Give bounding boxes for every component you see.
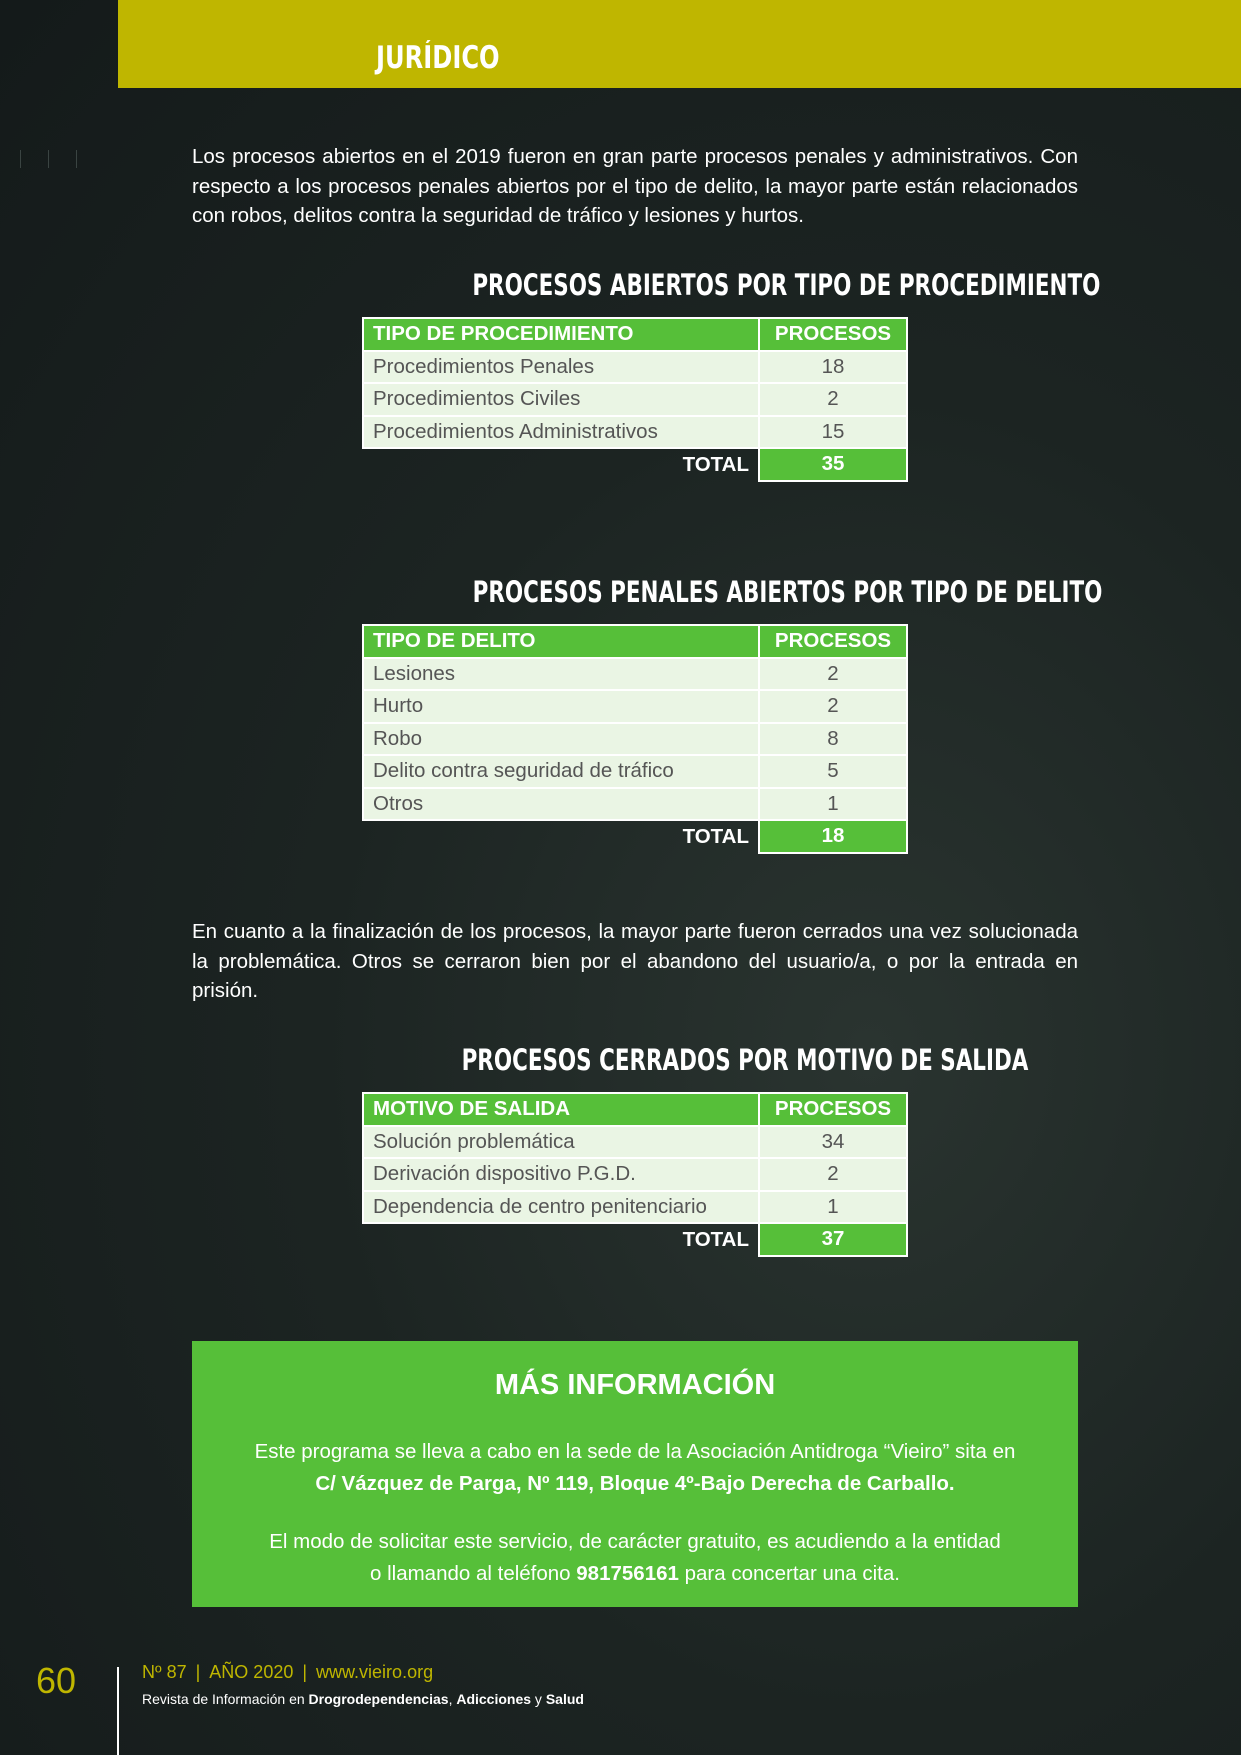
row-value: 2 (759, 690, 907, 723)
decorative-ticks (20, 150, 80, 168)
column-header: MOTIVO DE SALIDA (363, 1093, 759, 1126)
info-address: C/ Vázquez de Parga, Nº 119, Bloque 4º-Bajo Derecha de Carballo. (315, 1472, 955, 1495)
row-label: Hurto (363, 690, 759, 723)
total-row (363, 1223, 907, 1256)
table-row (363, 690, 907, 723)
separator: | (195, 1662, 201, 1682)
subtitle-term: Adicciones (456, 1691, 532, 1707)
row-label: Dependencia de centro penitenciario (363, 1191, 759, 1224)
column-header: TIPO DE DELITO (363, 625, 759, 658)
column-header: PROCESOS (759, 1093, 907, 1126)
subtitle-term: Drogrodependencias (308, 1691, 449, 1707)
row-label: Procedimientos Penales (363, 351, 759, 384)
row-value: 1 (759, 1191, 907, 1224)
row-label: Solución problemática (363, 1126, 759, 1159)
issue-year: AÑO 2020 (209, 1662, 294, 1682)
row-value: 2 (759, 1158, 907, 1191)
table-row (363, 383, 907, 416)
row-label: Delito contra seguridad de tráfico (363, 755, 759, 788)
table-row (363, 351, 907, 384)
info-title: MÁS INFORMACIÓN (494, 1369, 776, 1401)
subtitle-term: Salud (545, 1691, 584, 1707)
subtitle-prefix: Revista de Información en (142, 1691, 309, 1707)
table-header-row (363, 625, 907, 658)
table1-heading: PROCESOS ABIERTOS POR TIPO DE PROCEDIMIENTO (472, 268, 1101, 302)
total-label: TOTAL (682, 1227, 749, 1251)
row-value: 18 (759, 351, 907, 384)
table-motivo-salida (362, 1092, 908, 1257)
total-value: 37 (759, 1223, 907, 1256)
row-value: 2 (759, 383, 907, 416)
section-title: JURÍDICO (376, 40, 500, 76)
table-procedimientos (362, 317, 908, 482)
footer-divider (117, 1667, 119, 1755)
row-value: 1 (759, 788, 907, 821)
table-row (363, 658, 907, 691)
footer-subtitle (142, 1691, 584, 1707)
row-value: 2 (759, 658, 907, 691)
website-link[interactable]: www.vieiro.org (316, 1662, 434, 1682)
info-line-4-suffix: para concertar una cita. (678, 1562, 900, 1585)
table2-heading: PROCESOS PENALES ABIERTOS POR TIPO DE DELITO (472, 575, 1103, 609)
row-value: 5 (759, 755, 907, 788)
page-number: 60 (36, 1660, 77, 1701)
table-delitos (362, 624, 908, 854)
column-header: PROCESOS (759, 318, 907, 351)
table-row (363, 1158, 907, 1191)
intro-paragraph: Los procesos abiertos en el 2019 fueron en gran parte procesos penales y administrativos. Con respecto a los procesos penales abiertos por el tipo de delito, la mayor parte están relacionados con robos, delitos contra la seguridad de tráfico y lesiones y hurtos. (192, 145, 1078, 227)
total-value: 18 (759, 820, 907, 853)
table-row (363, 723, 907, 756)
total-value: 35 (759, 448, 907, 481)
row-value: 15 (759, 416, 907, 449)
table-row (363, 755, 907, 788)
table-row (363, 416, 907, 449)
header-bar (118, 0, 1241, 88)
row-label: Otros (363, 788, 759, 821)
table-header-row (363, 1093, 907, 1126)
total-row (363, 820, 907, 853)
info-line-4 (192, 1562, 1078, 1586)
info-box (192, 1341, 1078, 1607)
total-row (363, 448, 907, 481)
issue-number: Nº 87 (142, 1662, 187, 1682)
row-label: Procedimientos Civiles (363, 383, 759, 416)
row-label: Lesiones (363, 658, 759, 691)
row-value: 34 (759, 1126, 907, 1159)
row-value: 8 (759, 723, 907, 756)
table-row (363, 1191, 907, 1224)
table-header-row (363, 318, 907, 351)
row-label: Procedimientos Administrativos (363, 416, 759, 449)
total-label: TOTAL (682, 824, 749, 848)
subtitle-and: y (531, 1691, 546, 1707)
total-label: TOTAL (682, 452, 749, 476)
row-label: Robo (363, 723, 759, 756)
subtitle-comma: , (448, 1691, 457, 1707)
footer-issue-line (142, 1662, 433, 1683)
phone-number: 981756161 (576, 1562, 679, 1585)
column-header: PROCESOS (759, 625, 907, 658)
table-row (363, 1126, 907, 1159)
separator: | (302, 1662, 308, 1682)
table3-heading: PROCESOS CERRADOS POR MOTIVO DE SALIDA (461, 1043, 1029, 1077)
info-line-3: El modo de solicitar este servicio, de carácter gratuito, es acudiendo a la entidad (269, 1530, 1001, 1553)
column-header: TIPO DE PROCEDIMIENTO (363, 318, 759, 351)
table-row (363, 788, 907, 821)
closing-paragraph: En cuanto a la finalización de los procesos, la mayor parte fueron cerrados una vez solucionada la problemática. Otros se cerraron bien por el abandono del usuario/a, o por la entrada en prisión. (192, 920, 1078, 1002)
info-line-4-prefix: o llamando al teléfono (370, 1562, 577, 1585)
info-line-1: Este programa se lleva a cabo en la sede de la Asociación Antidroga “Vieiro” sita en (254, 1440, 1016, 1463)
row-label: Derivación dispositivo P.G.D. (363, 1158, 759, 1191)
